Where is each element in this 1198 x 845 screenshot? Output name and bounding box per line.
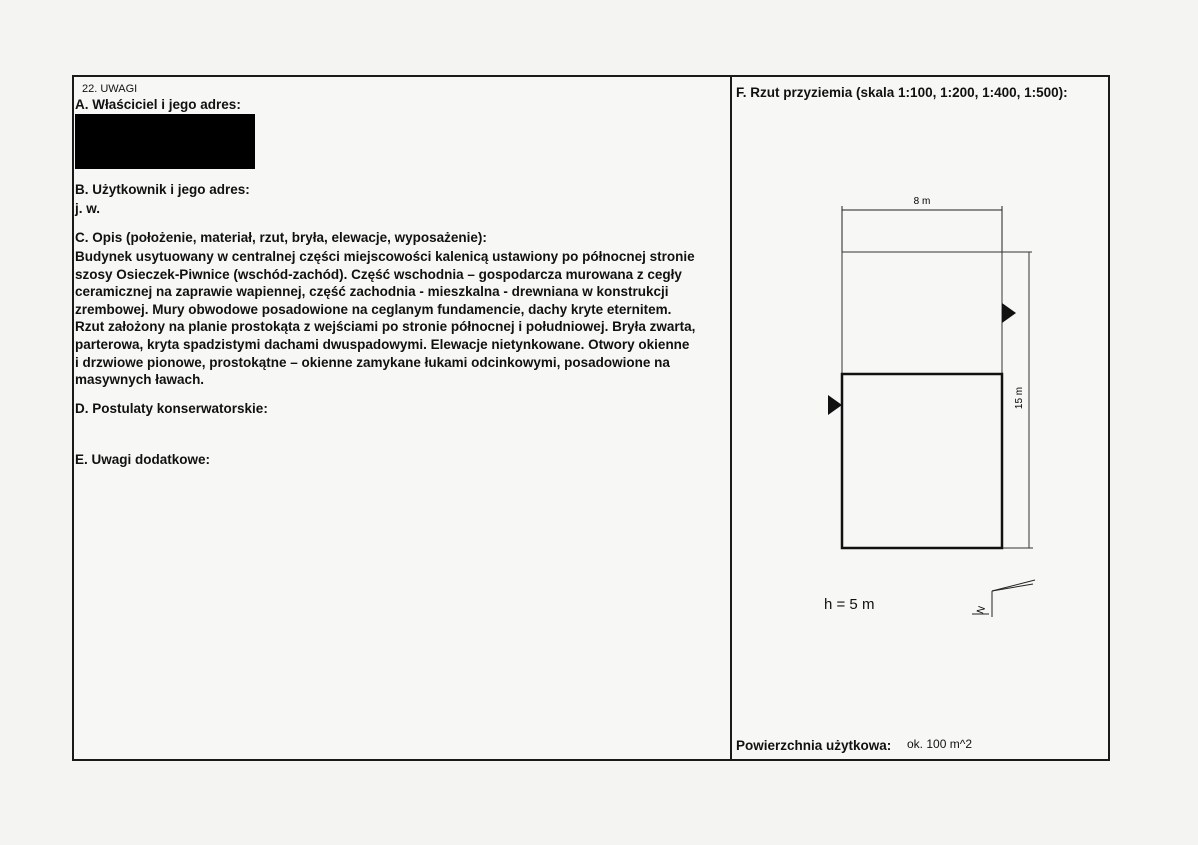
floor-plan-drawing xyxy=(732,77,1110,759)
width-dimension-label: 8 m xyxy=(913,196,931,207)
redacted-owner-address xyxy=(75,114,255,169)
north-entrance-marker xyxy=(1002,303,1016,323)
description-line: parterowa, kryta spadzistymi dachami dwuspadowymi. Elewacje nietynkowane. Otwory okienne xyxy=(75,336,690,352)
section-number: 22. UWAGI xyxy=(82,83,138,95)
remarks-heading: E. Uwagi dodatkowe: xyxy=(75,452,211,467)
description-line: i drzwiowe pionowe, prostokątne – okienne zamykane łukami odcinkowymi, posadowione na xyxy=(75,354,670,370)
description-line: szosy Osieczek-Piwnice (wschód-zachód). Część wschodnia – gospodarcza murowana z cegły xyxy=(75,266,682,282)
length-dimension-label: 15 m xyxy=(1014,386,1025,410)
description-line: Budynek usytuowany w centralnej części miejscowości kalenicą ustawiony po północnej stronie xyxy=(75,249,695,264)
floor-plan-section xyxy=(732,77,1108,759)
form-frame xyxy=(72,75,1110,761)
height-label: h = 5 m xyxy=(824,596,875,613)
postulates-heading: D. Postulaty konserwatorskie: xyxy=(75,401,268,416)
description-line: ceramicznej na zaprawie wapiennej, część zachodnia - mieszkalna - drewniana w konstrukcji xyxy=(75,284,669,300)
description-line: Rzut założony na planie prostokąta z wejściami po stronie północnej i południowej. Bryła zwarta, xyxy=(75,319,696,335)
description-heading: C. Opis (położenie, materiał, rzut, bryła, elewacje, wyposażenie): xyxy=(75,230,487,245)
description-line: masywnych ławach. xyxy=(75,372,205,388)
floor-plan-heading: F. Rzut przyziemia (skala 1:100, 1:200, 1:400, 1:500): xyxy=(736,85,1068,100)
usable-area-value: ok. 100 m^2 xyxy=(907,737,972,751)
description-line: zrembowej. Mury obwodowe posadowione na ceglanym fundamencie, dachy kryte eternitem. xyxy=(75,301,672,317)
south-entrance-marker xyxy=(828,395,842,415)
remarks-section xyxy=(74,77,730,759)
owner-heading: A. Właściciel i jego adres: xyxy=(75,97,241,112)
usable-area-label: Powierzchnia użytkowa: xyxy=(736,738,892,753)
user-value: j. w. xyxy=(75,201,101,216)
description-text xyxy=(75,248,729,389)
north-label: N xyxy=(975,604,989,616)
building-footprint xyxy=(842,374,1002,548)
north-arrow-icon xyxy=(972,580,1035,617)
user-heading: B. Użytkownik i jego adres: xyxy=(75,182,250,197)
